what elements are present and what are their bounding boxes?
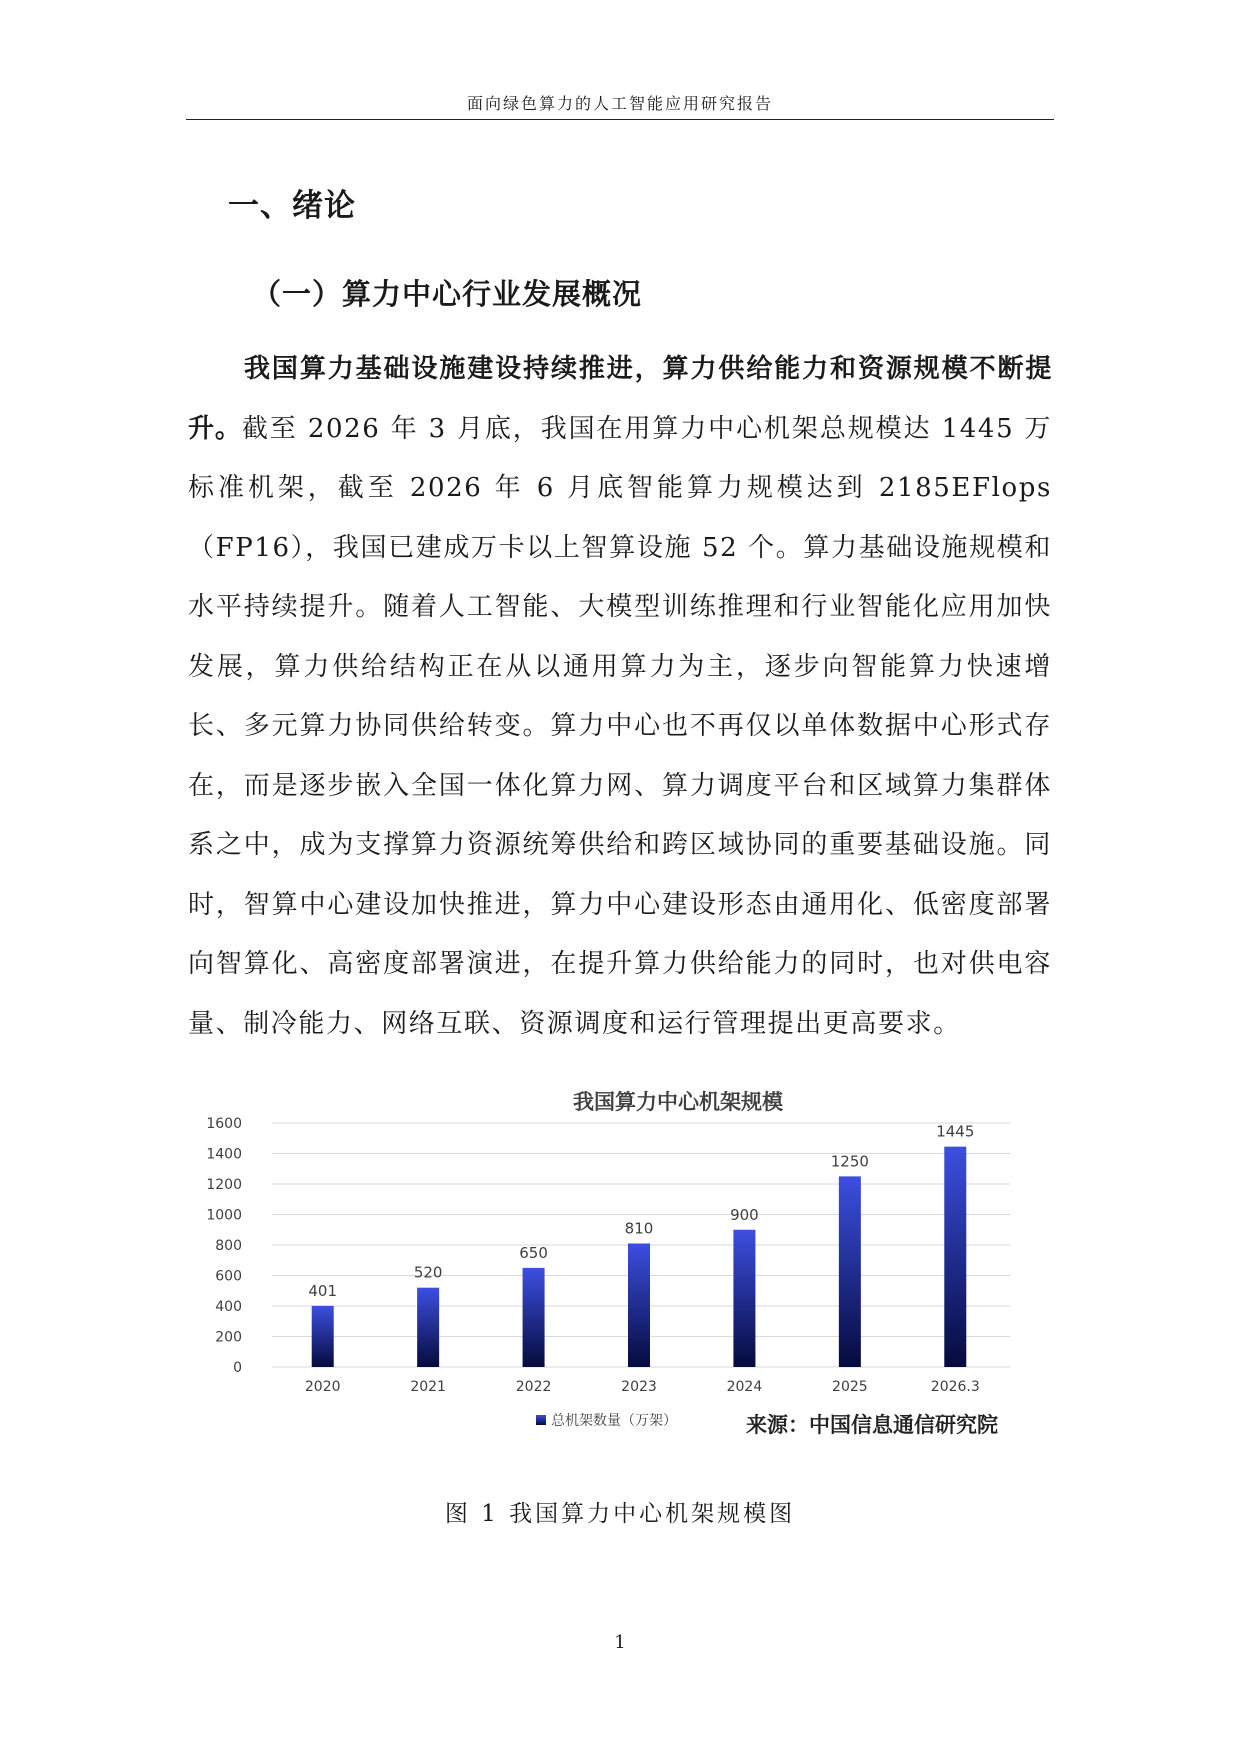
legend-swatch (536, 1415, 546, 1425)
body-paragraph (188, 340, 1052, 1054)
data-label: 401 (308, 1281, 338, 1300)
subsection-title: （一）算力中心行业发展概况 (252, 277, 643, 311)
x-axis-ticks (305, 1379, 980, 1395)
x-tick-label: 2025 (832, 1379, 868, 1395)
bar (523, 1268, 545, 1367)
bar (312, 1306, 334, 1367)
x-tick-label: 2026.3 (930, 1379, 980, 1395)
y-tick-label: 1600 (206, 1116, 242, 1132)
rack-scale-chart (200, 1075, 1040, 1475)
data-label: 520 (413, 1263, 443, 1282)
y-axis-ticks (206, 1116, 242, 1376)
bar (417, 1288, 439, 1367)
bar (839, 1176, 861, 1367)
x-tick-label: 2023 (621, 1379, 657, 1395)
chart-legend (536, 1412, 677, 1429)
data-label: 810 (624, 1219, 654, 1238)
bar (733, 1230, 755, 1367)
section-title: 一、绪论 (228, 188, 356, 224)
x-tick-label: 2020 (304, 1379, 341, 1395)
bar (628, 1243, 650, 1367)
x-tick-label: 2024 (726, 1379, 763, 1395)
bar (944, 1147, 966, 1367)
chart-source: 来源：中国信息通信研究院 (746, 1413, 998, 1437)
data-label: 1250 (830, 1152, 869, 1171)
x-tick-label: 2021 (410, 1379, 446, 1395)
data-label: 900 (730, 1205, 759, 1224)
y-tick-label: 400 (215, 1299, 242, 1315)
page-number: 1 (614, 1632, 626, 1653)
data-label: 650 (519, 1243, 548, 1262)
y-tick-label: 1200 (206, 1177, 242, 1193)
figure-caption: 图 1 我国算力中心机架规模图 (444, 1501, 796, 1527)
paragraph-text: 截至 2026 年 3 月底，我国在用算力中心机架总规模达 1445 万标准机架，截至 2026 年 6 月底智能算力规模达到 2185EFlops（FP16），我国已建成万卡以上智算设施 52 个。算力基础设施规模和水平持续提升。随着人工智能、大模型训练推理和行业智能化应用加快发展，算力供给结构正在从以通用算力为主，逐步向智能算力快速增长、多元算力协同供给转变。算力中心也不再仅以单体数据中心形式存在，而是逐步嵌入全国一体化算力网、算力调度平台和区域算力集群体系之中，成为支撑算力资源统筹供给和跨区域协同的重要基础设施。同时，智算中心建设加快推进，算力中心建设形态由通用化、低密度部署向智算化、高密度部署演进，在提升算力供给能力的同时，也对供电容量、制冷能力、网络互联、资源调度和运行管理提出更高要求。 (188, 413, 1052, 1039)
data-label: 1445 (936, 1122, 975, 1141)
y-tick-label: 600 (215, 1268, 242, 1285)
y-tick-label: 1000 (206, 1207, 242, 1224)
y-tick-label: 1400 (206, 1146, 242, 1163)
running-header: 面向绿色算力的人工智能应用研究报告 (186, 93, 1054, 120)
chart-bars (312, 1147, 967, 1367)
y-tick-label: 800 (215, 1238, 242, 1254)
legend-label: 总机架数量（万架） (551, 1413, 677, 1429)
chart-title: 我国算力中心机架规模 (573, 1090, 783, 1114)
paragraph-lead: 我国算力基础设施建设持续推进，算力供给能力和资源规模不断提升。 (188, 354, 1052, 444)
x-tick-label: 2022 (515, 1379, 552, 1395)
y-tick-label: 0 (233, 1360, 242, 1376)
y-tick-label: 200 (215, 1329, 242, 1346)
